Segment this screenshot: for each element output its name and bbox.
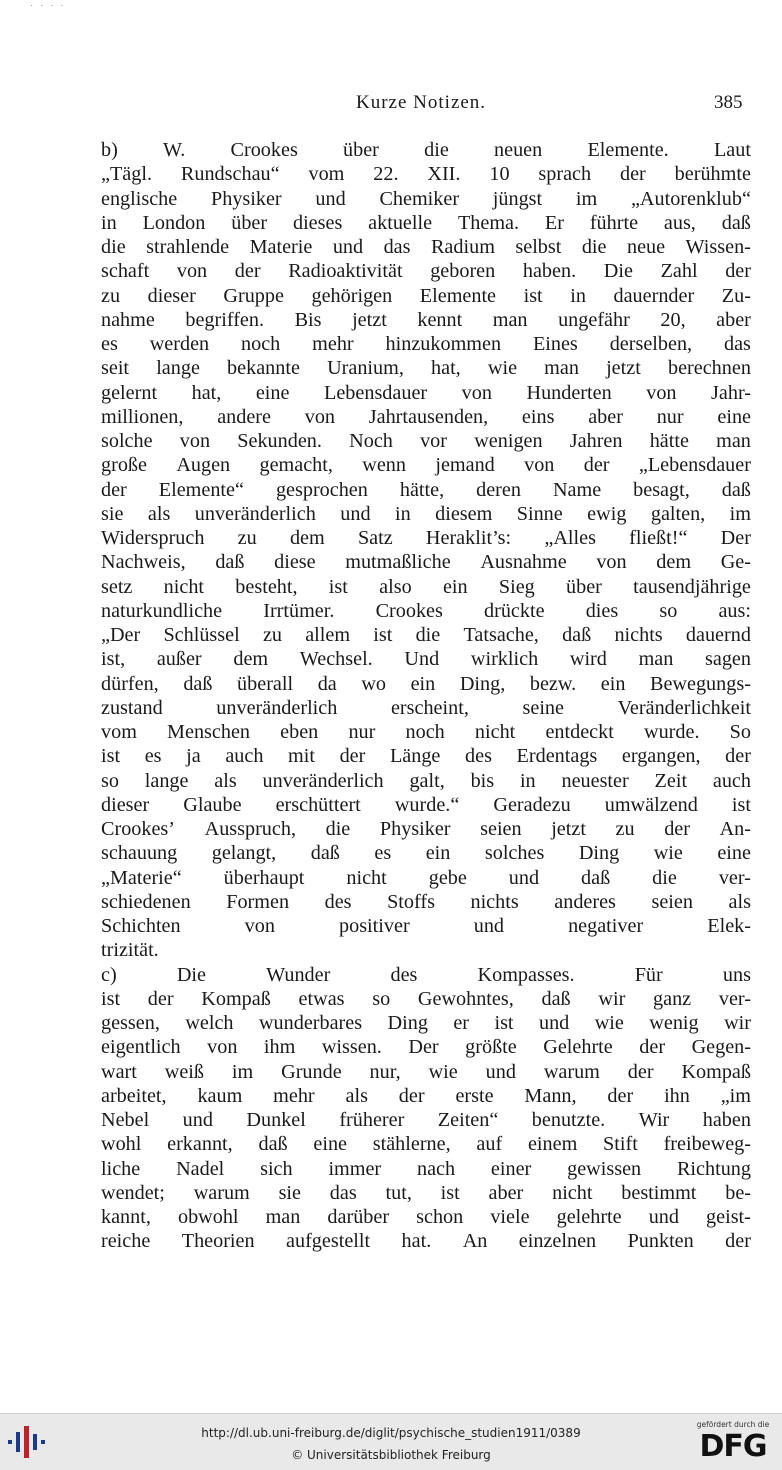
text-line: trizität.	[101, 939, 159, 962]
source-url[interactable]: http://dl.ub.uni-freiburg.de/diglit/psychische_studien1911/0389	[201, 1426, 581, 1440]
body-text	[101, 138, 751, 1254]
text-line: millionen, andere von Jahrtausenden, eins aber nur eine	[101, 405, 751, 428]
text-line: ist der Kompaß etwas so Gewohntes, daß wir ganz ver-	[101, 987, 751, 1010]
text-line: dieser Glaube erschüttert wurde.“ Geradezu umwälzend ist	[101, 793, 751, 816]
text-line: ist es ja auch mit der Länge des Erdentags ergangen, der	[101, 745, 751, 768]
dfg-logo: DFG	[699, 1429, 767, 1464]
text-line: liche Nadel sich immer nach einer gewissen Richtung	[101, 1157, 751, 1180]
running-head	[0, 92, 782, 122]
text-line: kannt, obwohl man darüber schon viele gelehrte und geist-	[101, 1206, 751, 1228]
text-line: dürfen, daß überall da wo ein Ding, bezw. ein Bewegungs-	[101, 672, 751, 695]
running-title: Kurze Notizen.	[356, 92, 487, 113]
text-line: schaft von der Radioaktivität geboren haben. Die Zahl der	[101, 260, 751, 283]
text-line: setz nicht besteht, ist also ein Sieg über tausendjährige	[101, 575, 751, 598]
text-line: die strahlende Materie und das Radium selbst die neue Wissen-	[101, 236, 751, 258]
text-line: zustand unveränderlich erscheint, seine Veränderlichkeit	[101, 696, 751, 719]
text-line: zu dieser Gruppe gehörigen Elemente ist in dauernder Zu-	[101, 284, 751, 307]
text-line: reiche Theorien aufgestellt hat. An einzelnen Punkten der	[101, 1230, 751, 1253]
funding-note: gefördert durch die	[696, 1420, 770, 1429]
text-line: Widerspruch zu dem Satz Heraklit’s: „Alles fließt!“ Der	[101, 527, 751, 549]
text-line: es werden noch mehr hinzukommen Eines derselben, das	[101, 333, 751, 355]
text-line: arbeitet, kaum mehr als der erste Mann, der ihn „im	[101, 1084, 751, 1107]
copyright-notice: © Universitätsbibliothek Freiburg	[291, 1448, 491, 1462]
text-line: c) Die Wunder des Kompasses. Für uns	[101, 963, 751, 986]
text-line: naturkundliche Irrtümer. Crookes drückte dies so aus:	[101, 599, 751, 622]
text-line: so lange als unveränderlich galt, bis in neuester Zeit auch	[101, 769, 751, 792]
page-number: 385	[714, 92, 743, 113]
text-line: „Tägl. Rundschau“ vom 22. XII. 10 sprach der berühmte	[101, 163, 751, 186]
text-line: schiedenen Formen des Stoffs nichts anderes seien als	[101, 890, 751, 913]
text-line: sie als unveränderlich und in diesem Sinne ewig galten, im	[101, 502, 751, 525]
text-line: gelernt hat, eine Lebensdauer von Hunderten von Jahr-	[101, 381, 751, 404]
text-line: wendet; warum sie das tut, ist aber nicht bestimmt be-	[101, 1181, 751, 1204]
text-line: Crookes’ Ausspruch, die Physiker seien jetzt zu der An-	[101, 818, 751, 840]
text-line: der Elemente“ gesprochen hätte, deren Name besagt, daß	[101, 478, 751, 501]
text-line: b) W. Crookes über die neuen Elemente. Laut	[101, 139, 751, 161]
text-line: große Augen gemacht, wenn jemand von der „Lebensdauer	[101, 454, 751, 477]
text-line: Nachweis, daß diese mutmaßliche Ausnahme von dem Ge-	[101, 551, 751, 574]
text-line: wohl erkannt, daß eine stählerne, auf einem Stift freibeweg-	[101, 1133, 751, 1156]
text-line: eigentlich von ihm wissen. Der größte Gelehrte der Gegen-	[101, 1036, 751, 1059]
text-line: in London über dieses aktuelle Thema. Er führte aus, daß	[101, 211, 751, 234]
text-line: ist, außer dem Wechsel. Und wirklich wird man sagen	[101, 648, 751, 671]
text-line: nahme begriffen. Bis jetzt kennt man ungefähr 20, aber	[101, 308, 751, 331]
text-line: seit lange bekannte Uranium, hat, wie man jetzt berechnen	[101, 357, 751, 380]
text-line: englische Physiker und Chemiker jüngst im „Autorenklub“	[101, 187, 751, 210]
text-line: schauung gelangt, daß es ein solches Ding wie eine	[101, 842, 751, 865]
footer-bar	[0, 1413, 782, 1470]
top-edge-marks: · · · ·	[30, 0, 66, 11]
text-line: „Materie“ überhaupt nicht gebe und daß die ver-	[101, 866, 751, 889]
text-line: solche von Sekunden. Noch vor wenigen Jahren hätte man	[101, 430, 751, 452]
text-line: wart weiß im Grunde nur, wie und warum der Kompaß	[101, 1060, 751, 1083]
text-line: vom Menschen eben nur noch nicht entdeckt wurde. So	[101, 721, 751, 743]
text-line: Nebel und Dunkel früherer Zeiten“ benutzte. Wir haben	[101, 1109, 751, 1131]
text-line: gessen, welch wunderbares Ding er ist und wie wenig wir	[101, 1012, 751, 1034]
text-line: „Der Schlüssel zu allem ist die Tatsache, daß nichts dauernd	[101, 624, 751, 646]
text-line: Schichten von positiver und negativer Elek-	[101, 915, 751, 937]
